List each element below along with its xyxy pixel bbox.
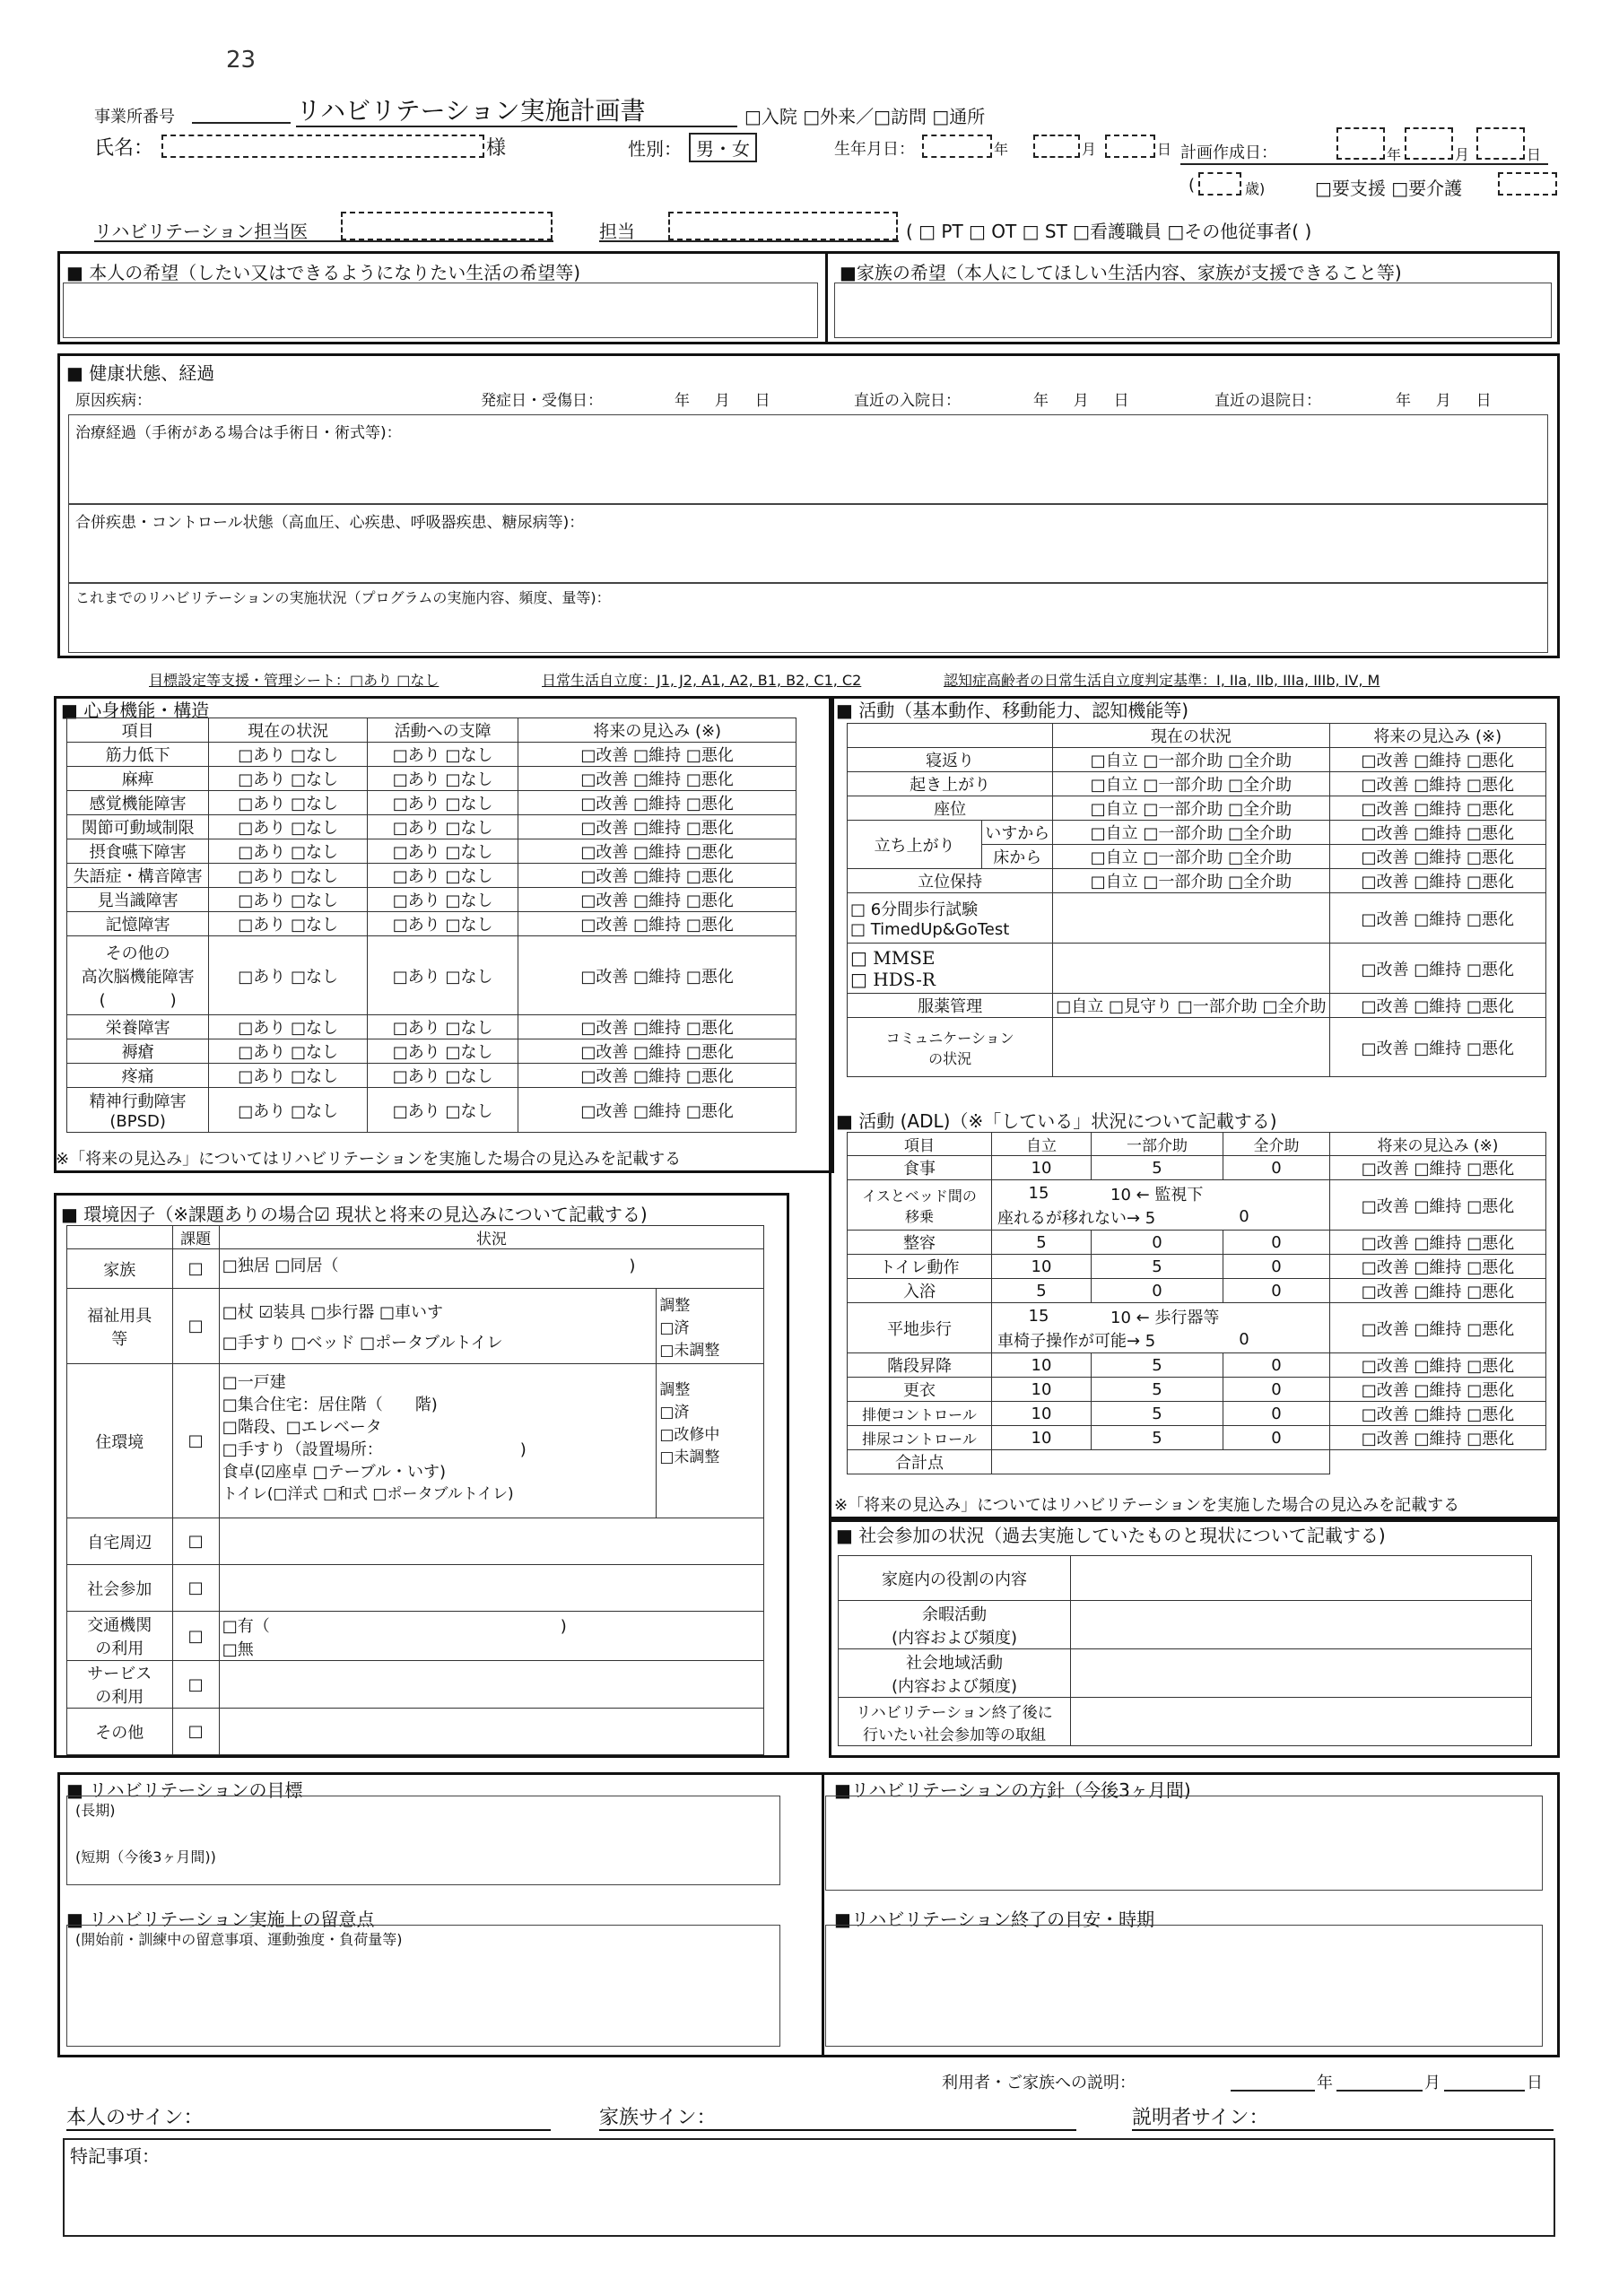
mind-future-opt[interactable]: □改善 □維持 □悪化 — [518, 743, 796, 767]
adl-score-full[interactable]: 0 — [1223, 1353, 1330, 1378]
self-sign-field[interactable] — [66, 2129, 551, 2131]
env-service-status[interactable] — [219, 1661, 763, 1709]
activity-row-sitting: 座位 — [848, 796, 1053, 821]
office-number-label: 事業所番号 — [94, 108, 175, 126]
mind-impact-opt[interactable]: □あり □なし — [367, 767, 518, 791]
mind-future-opt[interactable]: □改善 □維持 □悪化 — [518, 1064, 796, 1088]
mind-current-opt[interactable]: □あり □なし — [209, 767, 368, 791]
mind-header-current: 現在の状況 — [209, 718, 368, 743]
adl-score-full[interactable]: 0 — [1223, 1156, 1330, 1180]
mind-impact-opt[interactable]: □あり □なし — [367, 815, 518, 839]
end-field[interactable] — [825, 1925, 1543, 2047]
mind-future-opt[interactable]: □改善 □維持 □悪化 — [518, 767, 796, 791]
adl-row-item: 食事 — [848, 1156, 992, 1180]
adl-header-partial: 一部介助 — [1092, 1133, 1223, 1156]
explain-month-unit: 月 — [1424, 2074, 1441, 2092]
adl-row-item: 排便コントロール — [848, 1402, 992, 1426]
communication-field[interactable] — [1053, 1018, 1329, 1077]
therapist-underline — [599, 240, 899, 242]
self-wish-field[interactable] — [63, 283, 818, 338]
mind-table — [66, 718, 796, 1133]
mind-impact-opt[interactable]: □あり □なし — [367, 1064, 518, 1088]
mind-item-sensory: 感覚機能障害 — [67, 791, 209, 815]
explanation-label: 利用者・ご家族への説明： — [942, 2074, 1136, 2092]
adl-row-item: 入浴 — [848, 1279, 992, 1303]
explain-day-unit: 日 — [1527, 2074, 1543, 2092]
adl-row-item: 階段昇降 — [848, 1353, 992, 1378]
plan-month-unit: 月 — [1455, 146, 1470, 163]
birth-year-unit: 年 — [994, 141, 1009, 158]
birth-month-unit: 月 — [1082, 141, 1097, 158]
plan-date-label: 計画作成日： — [1180, 144, 1277, 162]
activity-row-standing: 立位保持 — [848, 869, 1053, 893]
mind-impact-opt[interactable]: □あり □なし — [367, 936, 518, 1015]
adl-table — [847, 1132, 1546, 1474]
plan-day-unit: 日 — [1527, 146, 1542, 163]
history-label: これまでのリハビリテーションの実施状況（プログラムの実施内容、頻度、量等)： — [75, 589, 611, 606]
env-other-status[interactable] — [219, 1709, 763, 1755]
participation-field[interactable] — [1071, 1698, 1532, 1746]
activity-future-opt[interactable]: □改善 □維持 □悪化 — [1329, 772, 1546, 796]
adl-future-opt[interactable]: □改善 □維持 □悪化 — [1330, 1426, 1546, 1450]
env-issue-checkbox[interactable]: □ — [172, 1249, 219, 1289]
env-issue-checkbox[interactable]: □ — [172, 1709, 219, 1755]
adl-future-opt[interactable]: □改善 □維持 □悪化 — [1330, 1156, 1546, 1180]
mind-future-opt[interactable]: □改善 □維持 □悪化 — [518, 912, 796, 936]
discharge-label: 直近の退院日： — [1214, 392, 1321, 410]
mind-current-opt[interactable]: □あり □なし — [209, 839, 368, 864]
sex-label: 性別： — [628, 138, 682, 160]
participation-field[interactable] — [1071, 1649, 1532, 1698]
mind-impact-opt[interactable]: □あり □なし — [367, 1088, 518, 1133]
plan-day-field[interactable] — [1476, 127, 1525, 160]
activity-future-opt[interactable]: □改善 □維持 □悪化 — [1329, 748, 1546, 772]
onset-label: 発症日・受傷日： — [481, 392, 603, 410]
plan-month-field[interactable] — [1405, 127, 1453, 160]
adl-future-opt[interactable]: □改善 □維持 □悪化 — [1330, 1255, 1546, 1279]
medication-status-opt[interactable]: □自立 □見守り □一部介助 □全介助 — [1053, 994, 1329, 1018]
participation-row-community: 社会地域活動 (内容および頻度) — [839, 1649, 1071, 1698]
adl-future-opt[interactable]: □改善 □維持 □悪化 — [1330, 1279, 1546, 1303]
env-family-status[interactable]: □独居 □同居（ ) — [219, 1249, 763, 1289]
adl-future-opt[interactable]: □改善 □維持 □悪化 — [1330, 1402, 1546, 1426]
adl-score-independent[interactable]: 10 — [992, 1156, 1092, 1180]
mind-header-item: 項目 — [67, 718, 209, 743]
activity-future-opt[interactable]: □改善 □維持 □悪化 — [1329, 845, 1546, 869]
adl-title: ■ 活動 (ADL)（※「している」状況について記載する) — [836, 1110, 1277, 1132]
special-notes-label: 特記事項： — [70, 2145, 160, 2167]
sex-select[interactable]: 男・女 — [689, 133, 757, 162]
adl-score-partial[interactable]: 5 — [1092, 1156, 1223, 1180]
activity-row-getup: 起き上がり — [848, 772, 1053, 796]
activity-cognitive-result[interactable] — [1053, 944, 1329, 994]
activity-future-opt[interactable]: □改善 □維持 □悪化 — [1329, 821, 1546, 845]
page-title: リハビリテーション実施計画書 — [296, 96, 646, 126]
explain-day-field[interactable] — [1444, 2090, 1525, 2092]
adl-score-independent[interactable]: 5 — [992, 1279, 1092, 1303]
plan-year-unit: 年 — [1387, 146, 1402, 163]
env-header-status: 状況 — [219, 1226, 763, 1249]
adl-future-opt[interactable]: □改善 □維持 □悪化 — [1330, 1303, 1546, 1353]
mind-current-opt[interactable]: □あり □なし — [209, 791, 368, 815]
adl-row-item: 排尿コントロール — [848, 1426, 992, 1450]
explainer-sign-label: 説明者サイン： — [1132, 2107, 1269, 2129]
adl-score-independent[interactable]: 10 — [992, 1426, 1092, 1450]
therapist-field[interactable] — [668, 212, 898, 240]
mind-impact-opt[interactable]: □あり □なし — [367, 912, 518, 936]
adl-row-item: 整容 — [848, 1231, 992, 1255]
activity-header-current: 現在の状況 — [1053, 724, 1329, 748]
mind-item-muscle: 筋力低下 — [67, 743, 209, 767]
mind-item-paralysis: 麻痺 — [67, 767, 209, 791]
env-social-status[interactable] — [219, 1565, 763, 1612]
activity-future-opt[interactable]: □改善 □維持 □悪化 — [1329, 796, 1546, 821]
env-row-service: サービス の利用 — [67, 1661, 173, 1709]
admit-label: 直近の入院日： — [854, 392, 961, 410]
env-issue-checkbox[interactable]: □ — [172, 1565, 219, 1612]
mind-current-opt[interactable]: □あり □なし — [209, 815, 368, 839]
sama-label: 様 — [486, 137, 507, 160]
adl-score-independent[interactable]: 10 — [992, 1378, 1092, 1402]
adl-header-full: 全介助 — [1223, 1133, 1330, 1156]
env-transport-status[interactable]: □有（ ) □無 — [219, 1612, 763, 1661]
adl-score-partial[interactable]: 5 — [1092, 1402, 1223, 1426]
env-issue-checkbox[interactable]: □ — [172, 1661, 219, 1709]
title-underline — [296, 126, 737, 127]
goal-sheet-options[interactable]: 目標設定等支援・管理シート：□あり □なし — [149, 672, 440, 689]
mind-impact-opt[interactable]: □あり □なし — [367, 839, 518, 864]
activity-walk-tests[interactable]: □ 6分間歩行試験 □ TimedUp&GoTest — [848, 893, 1053, 944]
doctor-field[interactable] — [341, 212, 553, 240]
mind-header-future: 将来の見込み (※) — [518, 718, 796, 743]
mind-item-aphasia: 失語症・構音障害 — [67, 864, 209, 888]
rehab-goal-field[interactable] — [66, 1796, 780, 1885]
adl-score-partial[interactable]: 5 — [1092, 1426, 1223, 1450]
mind-item-memory: 記憶障害 — [67, 912, 209, 936]
family-sign-field[interactable] — [599, 2129, 1076, 2131]
mind-impact-opt[interactable]: □あり □なし — [367, 1015, 518, 1039]
plan-year-field[interactable] — [1336, 127, 1385, 160]
env-home-adjust[interactable]: 調整 □済 □改修中 □未調整 — [657, 1364, 764, 1518]
adl-score-partial[interactable]: 5 — [1092, 1353, 1223, 1378]
doctor-underline — [94, 240, 553, 242]
mind-impact-opt[interactable]: □あり □なし — [367, 864, 518, 888]
age-field[interactable] — [1198, 172, 1241, 196]
activity-current-opt[interactable]: □自立 □一部介助 □全介助 — [1053, 869, 1329, 893]
mind-item-pain: 疼痛 — [67, 1064, 209, 1088]
adl-score-full[interactable]: 0 — [1223, 1426, 1330, 1450]
env-welfare-status[interactable]: □杖 ☑装具 □歩行器 □車いす □手すり □ベッド □ポータブルトイレ — [219, 1289, 657, 1364]
care-level-options[interactable]: □要支援 □要介護 — [1315, 178, 1463, 199]
family-wish-field[interactable] — [834, 283, 1552, 338]
participation-field[interactable] — [1071, 1601, 1532, 1649]
activity-title: ■ 活動（基本動作、移動能力、認知機能等) — [836, 700, 1189, 721]
mind-impact-opt[interactable]: □あり □なし — [367, 743, 518, 767]
mind-item-higher-brain: その他の 高次脳機能障害 ( ) — [67, 936, 209, 1015]
activity-table — [847, 723, 1546, 1077]
adl-row-item: 更衣 — [848, 1378, 992, 1402]
mind-note: ※「将来の見込み」についてはリハビリテーションを実施した場合の見込みを記載する — [56, 1150, 682, 1169]
adl-score-partial[interactable]: 5 — [1092, 1255, 1223, 1279]
activity-row-communication: コミュニケーション の状況 — [848, 1018, 1053, 1077]
adl-score-independent[interactable]: 10 — [992, 1255, 1092, 1279]
adl-score-partial[interactable]: 0 — [1092, 1279, 1223, 1303]
goal-long-label: (長期) — [75, 1802, 116, 1819]
mind-item-nutrition: 栄養障害 — [67, 1015, 209, 1039]
comorbid-label: 合併疾患・コントロール状態（高血圧、心疾患、呼吸器疾患、糖尿病等)： — [75, 514, 585, 532]
end-title: ■リハビリテーション終了の目安・時期 — [834, 1909, 1155, 1930]
env-title: ■ 環境因子（※課題ありの場合☑ 現状と将来の見込みについて記載する) — [61, 1204, 648, 1225]
adl-header-item: 項目 — [848, 1133, 992, 1156]
adl-score-full[interactable]: 0 — [1223, 1255, 1330, 1279]
treatment-label: 治療経過（手術がある場合は手術日・術式等)： — [75, 424, 402, 442]
mind-future-opt[interactable]: □改善 □維持 □悪化 — [518, 1088, 796, 1133]
health-title: ■ 健康状態、経過 — [66, 362, 215, 384]
env-table — [66, 1225, 764, 1755]
mind-current-opt[interactable]: □あり □なし — [209, 864, 368, 888]
mind-future-opt[interactable]: □改善 □維持 □悪化 — [518, 791, 796, 815]
birth-year-field[interactable] — [922, 135, 992, 158]
discharge-ymd[interactable]: 年 月 日 — [1396, 392, 1492, 410]
adl-note: ※「将来の見込み」についてはリハビリテーションを実施した場合の見込みを記載する — [834, 1496, 1460, 1515]
activity-row-from-floor: 床から — [982, 845, 1053, 869]
activity-current-opt[interactable]: □自立 □一部介助 □全介助 — [1053, 796, 1329, 821]
adl-total-label: 合計点 — [848, 1450, 992, 1474]
activity-walk-tests-result[interactable] — [1053, 893, 1329, 944]
mind-current-opt[interactable]: □あり □なし — [209, 743, 368, 767]
mind-current-opt[interactable]: □あり □なし — [209, 1088, 368, 1133]
activity-header-future: 将来の見込み (※) — [1329, 724, 1546, 748]
name-label: 氏名： — [94, 137, 154, 160]
mind-current-opt[interactable]: □あり □なし — [209, 888, 368, 912]
plan-date-underline — [1180, 163, 1548, 165]
mind-future-opt[interactable]: □改善 □維持 □悪化 — [518, 936, 796, 1015]
caution-sub: (開始前・訓練中の留意事項、運動強度・負荷量等) — [75, 1931, 403, 1948]
mind-future-opt[interactable]: □改善 □維持 □悪化 — [518, 839, 796, 864]
adl-total-field[interactable] — [992, 1450, 1330, 1474]
env-row-family: 家族 — [67, 1249, 173, 1289]
activity-current-opt[interactable]: □自立 □一部介助 □全介助 — [1053, 845, 1329, 869]
staff-type-options[interactable]: ( □ PT □ OT □ ST □看護職員 □その他従事者( ) — [906, 221, 1312, 242]
mind-header-impact: 活動への支障 — [367, 718, 518, 743]
explain-year-unit: 年 — [1317, 2074, 1333, 2092]
mind-item-pressure-ulcer: 褥瘡 — [67, 1039, 209, 1064]
env-issue-checkbox[interactable]: □ — [172, 1289, 219, 1364]
mind-item-rom: 関節可動域制限 — [67, 815, 209, 839]
env-issue-checkbox[interactable]: □ — [172, 1612, 219, 1661]
activity-row-from-chair: いすから — [982, 821, 1053, 845]
adl-header-independent: 自立 — [992, 1133, 1092, 1156]
adl-score-full[interactable]: 0 — [1223, 1231, 1330, 1255]
rehab-policy-title: ■リハビリテーションの方針（今後3ヶ月間) — [834, 1779, 1191, 1801]
onset-ymd[interactable]: 年 月 日 — [675, 392, 770, 410]
participation-title: ■ 社会参加の状況（過去実施していたものと現状について記載する) — [836, 1525, 1386, 1546]
adl-transfer-scores[interactable]: 15 10 ← 監視下 座れるが移れない→ 5 0 — [992, 1180, 1330, 1231]
mind-current-opt[interactable]: □あり □なし — [209, 1015, 368, 1039]
care-level-field[interactable] — [1498, 172, 1557, 196]
mind-current-opt[interactable]: □あり □なし — [209, 1064, 368, 1088]
birth-month-field[interactable] — [1033, 135, 1080, 158]
activity-cognitive-tests[interactable]: □ MMSE □ HDS-R — [848, 944, 1053, 994]
activity-future-opt[interactable]: □改善 □維持 □悪化 — [1329, 893, 1546, 944]
mind-item-bpsd: 精神行動障害 (BPSD) — [67, 1088, 209, 1133]
mind-item-dysphagia: 摂食嚥下障害 — [67, 839, 209, 864]
env-row-surroundings: 自宅周辺 — [67, 1518, 173, 1565]
participation-row-home-role: 家庭内の役割の内容 — [839, 1556, 1071, 1601]
adl-walk-scores[interactable]: 15 10 ← 歩行器等 車椅子操作が可能→ 5 0 — [992, 1303, 1330, 1353]
mind-future-opt[interactable]: □改善 □維持 □悪化 — [518, 864, 796, 888]
self-wish-title: ■ 本人の希望（したい又はできるようになりたい生活の希望等) — [66, 262, 581, 283]
explainer-sign-field[interactable] — [1132, 2129, 1554, 2131]
env-row-social: 社会参加 — [67, 1565, 173, 1612]
goal-short-label: (短期（今後3ヶ月間)) — [75, 1848, 216, 1866]
adl-score-partial[interactable]: 0 — [1092, 1231, 1223, 1255]
adl-score-independent[interactable]: 10 — [992, 1353, 1092, 1378]
age-unit: 歳) — [1245, 180, 1266, 197]
adl-future-opt[interactable]: □改善 □維持 □悪化 — [1330, 1353, 1546, 1378]
participation-row-future: リハビリテーション終了後に 行いたい社会参加等の取組 — [839, 1698, 1071, 1746]
adl-score-independent[interactable]: 5 — [992, 1231, 1092, 1255]
birthdate-label: 生年月日： — [834, 140, 915, 159]
env-surroundings-status[interactable] — [219, 1518, 763, 1565]
env-issue-checkbox[interactable]: □ — [172, 1364, 219, 1518]
mind-impact-opt[interactable]: □あり □なし — [367, 791, 518, 815]
adl-row-item: イスとベッド間の 移乗 — [848, 1180, 992, 1231]
mind-future-opt[interactable]: □改善 □維持 □悪化 — [518, 1039, 796, 1064]
mind-impact-opt[interactable]: □あり □なし — [367, 1039, 518, 1064]
adl-level-options[interactable]: 日常生活自立度：J1, J2, A1, A2, B1, B2, C1, C2 — [542, 672, 862, 689]
activity-row-rollover: 寝返り — [848, 748, 1053, 772]
participation-row-leisure: 余暇活動 (内容および頻度) — [839, 1601, 1071, 1649]
birth-day-unit: 日 — [1157, 141, 1172, 158]
rehab-goal-title: ■ リハビリテーションの目標 — [66, 1779, 303, 1801]
env-row-transport: 交通機関 の利用 — [67, 1612, 173, 1661]
rehab-policy-field[interactable] — [825, 1796, 1543, 1891]
mind-current-opt[interactable]: □あり □なし — [209, 1039, 368, 1064]
mind-current-opt[interactable]: □あり □なし — [209, 936, 368, 1015]
admit-ymd[interactable]: 年 月 日 — [1033, 392, 1129, 410]
family-wish-title: ■家族の希望（本人にしてほしい生活内容、家族が支援できること等) — [840, 262, 1402, 283]
explain-year-field[interactable] — [1231, 2090, 1315, 2092]
env-header-issue: 課題 — [172, 1226, 219, 1249]
therapist-label: 担当 — [599, 221, 635, 242]
env-home-status[interactable]: □一戸建 □集合住宅：居住階（ 階) □階段、□エレベータ □手すり（設置場所： ) 食卓(☑座卓 □テーブル・いす) トイレ(□洋式 □和式 □ポータブルトイレ) — [219, 1364, 657, 1518]
participation-table — [838, 1555, 1532, 1746]
env-row-welfare: 福祉用具 等 — [67, 1289, 173, 1364]
activity-future-opt[interactable]: □改善 □維持 □悪化 — [1329, 869, 1546, 893]
special-notes-field[interactable] — [63, 2138, 1555, 2237]
adl-future-opt[interactable]: □改善 □維持 □悪化 — [1330, 1378, 1546, 1402]
env-issue-checkbox[interactable]: □ — [172, 1518, 219, 1565]
mind-current-opt[interactable]: □あり □なし — [209, 912, 368, 936]
caution-title: ■ リハビリテーション実施上の留意点 — [66, 1909, 375, 1930]
adl-future-opt[interactable]: □改善 □維持 □悪化 — [1330, 1231, 1546, 1255]
adl-row-item: トイレ動作 — [848, 1255, 992, 1279]
adl-row-item: 平地歩行 — [848, 1303, 992, 1353]
mind-title: ■ 心身機能・構造 — [61, 700, 210, 721]
mind-future-opt[interactable]: □改善 □維持 □悪化 — [518, 815, 796, 839]
env-row-home: 住環境 — [67, 1364, 173, 1518]
mind-future-opt[interactable]: □改善 □維持 □悪化 — [518, 888, 796, 912]
adl-score-full[interactable]: 0 — [1223, 1402, 1330, 1426]
birth-day-field[interactable] — [1105, 135, 1155, 158]
adl-score-full[interactable]: 0 — [1223, 1378, 1330, 1402]
adl-score-independent[interactable]: 10 — [992, 1402, 1092, 1426]
activity-row-standup: 立ち上がり — [848, 821, 982, 869]
adl-future-opt[interactable]: □改善 □維持 □悪化 — [1330, 1180, 1546, 1231]
disease-label: 原因疾病： — [75, 392, 152, 410]
adl-header-future: 将来の見込み (※) — [1330, 1133, 1546, 1156]
self-sign-label: 本人のサイン： — [66, 2107, 204, 2129]
env-row-other: その他 — [67, 1709, 173, 1755]
activity-current-opt[interactable]: □自立 □一部介助 □全介助 — [1053, 748, 1329, 772]
participation-field[interactable] — [1071, 1556, 1532, 1601]
mind-impact-opt[interactable]: □あり □なし — [367, 888, 518, 912]
family-sign-label: 家族サイン： — [599, 2107, 717, 2129]
activity-future-opt[interactable]: □改善 □維持 □悪化 — [1329, 944, 1546, 994]
dementia-level-options[interactable]: 認知症高齢者の日常生活自立度判定基準：I, IIa, IIb, IIIa, IIIb, IV, M — [944, 672, 1380, 689]
doctor-label: リハビリテーション担当医 — [94, 221, 309, 242]
adl-score-partial[interactable]: 5 — [1092, 1378, 1223, 1402]
mind-item-orientation: 見当識障害 — [67, 888, 209, 912]
activity-current-opt[interactable]: □自立 □一部介助 □全介助 — [1053, 821, 1329, 845]
office-number-field[interactable] — [192, 122, 291, 124]
activity-future-opt[interactable]: □改善 □維持 □悪化 — [1329, 994, 1546, 1018]
visit-type-options[interactable]: □入院 □外来／□訪問 □通所 — [744, 106, 986, 127]
activity-current-opt[interactable]: □自立 □一部介助 □全介助 — [1053, 772, 1329, 796]
env-welfare-adjust[interactable]: 調整 □済 □未調整 — [657, 1289, 764, 1364]
page-number: 23 — [226, 47, 257, 74]
explain-month-field[interactable] — [1336, 2090, 1423, 2092]
mind-future-opt[interactable]: □改善 □維持 □悪化 — [518, 1015, 796, 1039]
name-field[interactable] — [161, 135, 484, 158]
activity-row-medication: 服薬管理 — [848, 994, 1053, 1018]
activity-future-opt[interactable]: □改善 □維持 □悪化 — [1329, 1018, 1546, 1077]
adl-score-full[interactable]: 0 — [1223, 1279, 1330, 1303]
